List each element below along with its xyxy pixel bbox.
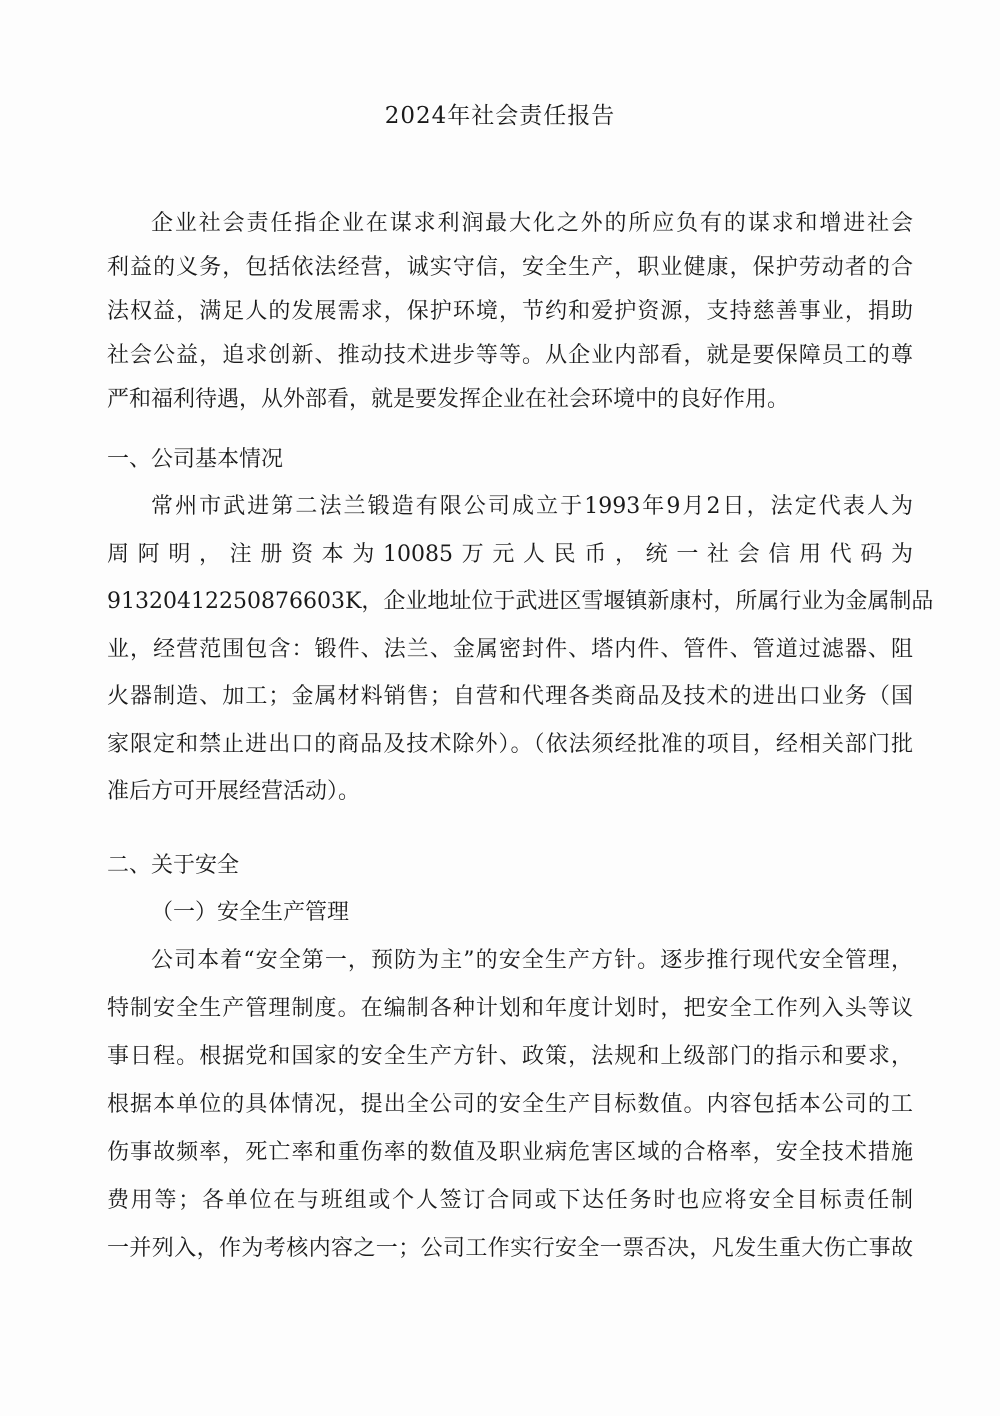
company-paragraph-line: 常州市武进第二法兰锻造有限公司成立于1993年9月2日，法定代表人为 [151, 494, 913, 519]
intro-paragraph-line: 企业社会责任指企业在谋求利润最大化之外的所应负有的谋求和增进社会 [151, 211, 913, 236]
company-paragraph-line: 业，经营范围包含：锻件、法兰、金属密封件、塔内件、管件、管道过滤器、阻 [107, 637, 913, 662]
company-paragraph-line: 准后方可开展经营活动）。 [107, 779, 361, 804]
safety-paragraph-line: 根据本单位的具体情况，提出全公司的安全生产目标数值。内容包括本公司的工 [107, 1092, 913, 1117]
intro-paragraph-line: 利益的义务，包括依法经营，诚实守信，安全生产，职业健康，保护劳动者的合 [107, 255, 913, 280]
intro-paragraph-line: 法权益，满足人的发展需求，保护环境，节约和爱护资源，支持慈善事业，捐助 [107, 299, 913, 324]
safety-paragraph-line: 伤事故频率，死亡率和重伤率的数值及职业病危害区域的合格率，安全技术措施 [107, 1140, 913, 1165]
company-paragraph-line: 91320412250876603K，企业地址位于武进区雪堰镇新康村，所属行业为金属制品 [107, 589, 934, 614]
company-paragraph-line: 家限定和禁止进出口的商品及技术除外）。（依法须经批准的项目，经相关部门批 [107, 732, 913, 757]
subsection-heading-safety-management: （一）安全生产管理 [151, 900, 350, 925]
section-heading-safety: 二、关于安全 [107, 853, 240, 878]
company-paragraph-line: 火器制造、加工；金属材料销售；自营和代理各类商品及技术的进出口业务（国 [107, 684, 913, 709]
intro-paragraph-line: 严和福利待遇，从外部看，就是要发挥企业在社会环境中的良好作用。 [107, 387, 790, 412]
company-paragraph-line: 周阿明，注册资本为10085万元人民币，统一社会信用代码为 [107, 542, 913, 567]
safety-paragraph-line: 一并列入，作为考核内容之一；公司工作实行安全一票否决，凡发生重大伤亡事故 [107, 1236, 913, 1261]
section-heading-company: 一、公司基本情况 [107, 447, 284, 472]
safety-paragraph-line: 费用等；各单位在与班组或个人签订合同或下达任务时也应将安全目标责任制 [107, 1188, 913, 1213]
intro-paragraph-line: 社会公益，追求创新、推动技术进步等等。从企业内部看，就是要保障员工的尊 [107, 343, 913, 368]
safety-paragraph-line: 公司本着“安全第一，预防为主”的安全生产方针。逐步推行现代安全管理， [151, 948, 913, 973]
document-title: 2024年社会责任报告 [384, 103, 616, 129]
safety-paragraph-line: 事日程。根据党和国家的安全生产方针、政策，法规和上级部门的指示和要求， [107, 1044, 913, 1069]
safety-paragraph-line: 特制安全生产管理制度。在编制各种计划和年度计划时，把安全工作列入头等议 [107, 996, 913, 1021]
